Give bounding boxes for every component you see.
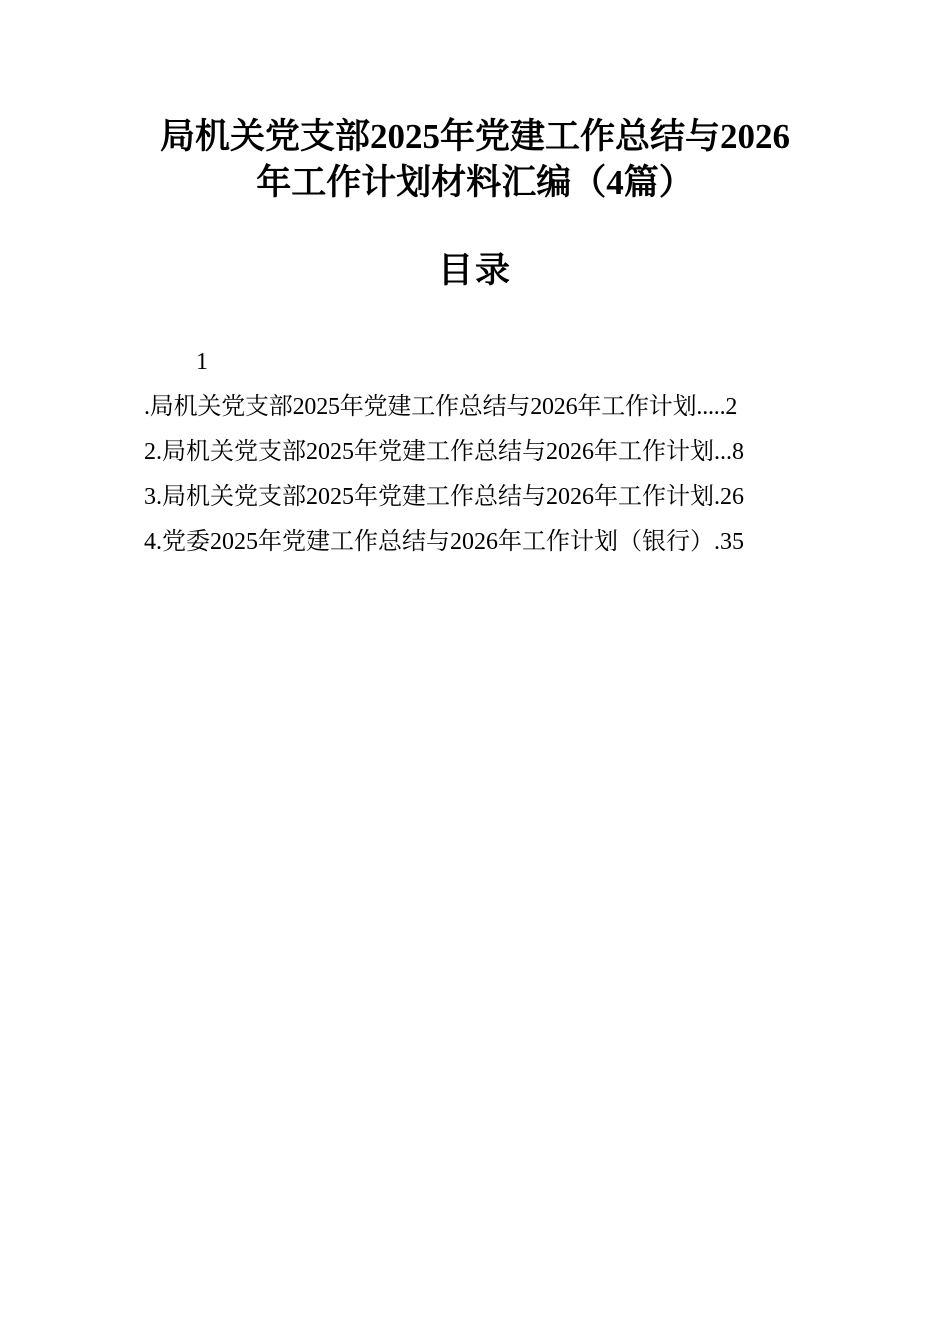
document-title-line-1: 局机关党支部2025年党建工作总结与2026 xyxy=(159,117,790,156)
toc-entry-text: 4.党委2025年党建工作总结与2026年工作计划（银行）.35 xyxy=(144,529,744,555)
toc-entry-2[interactable] xyxy=(144,435,809,480)
toc-entry-text: .局机关党支部2025年党建工作总结与2026年工作计划.....2 xyxy=(144,394,738,420)
toc-entry-text: 2.局机关党支部2025年党建工作总结与2026年工作计划...8 xyxy=(144,439,744,465)
toc-heading: 目录 xyxy=(437,251,512,290)
toc-entry-4[interactable] xyxy=(144,525,809,570)
toc-entry-number-fragment: 1 xyxy=(196,349,208,375)
table-of-contents xyxy=(144,390,809,570)
toc-entry-text: 3.局机关党支部2025年党建工作总结与2026年工作计划.26 xyxy=(144,484,744,510)
toc-entry-1[interactable] xyxy=(144,390,809,435)
toc-entry-3[interactable] xyxy=(144,480,809,525)
document-title-line-2: 年工作计划材料汇编（4篇） xyxy=(256,163,694,202)
